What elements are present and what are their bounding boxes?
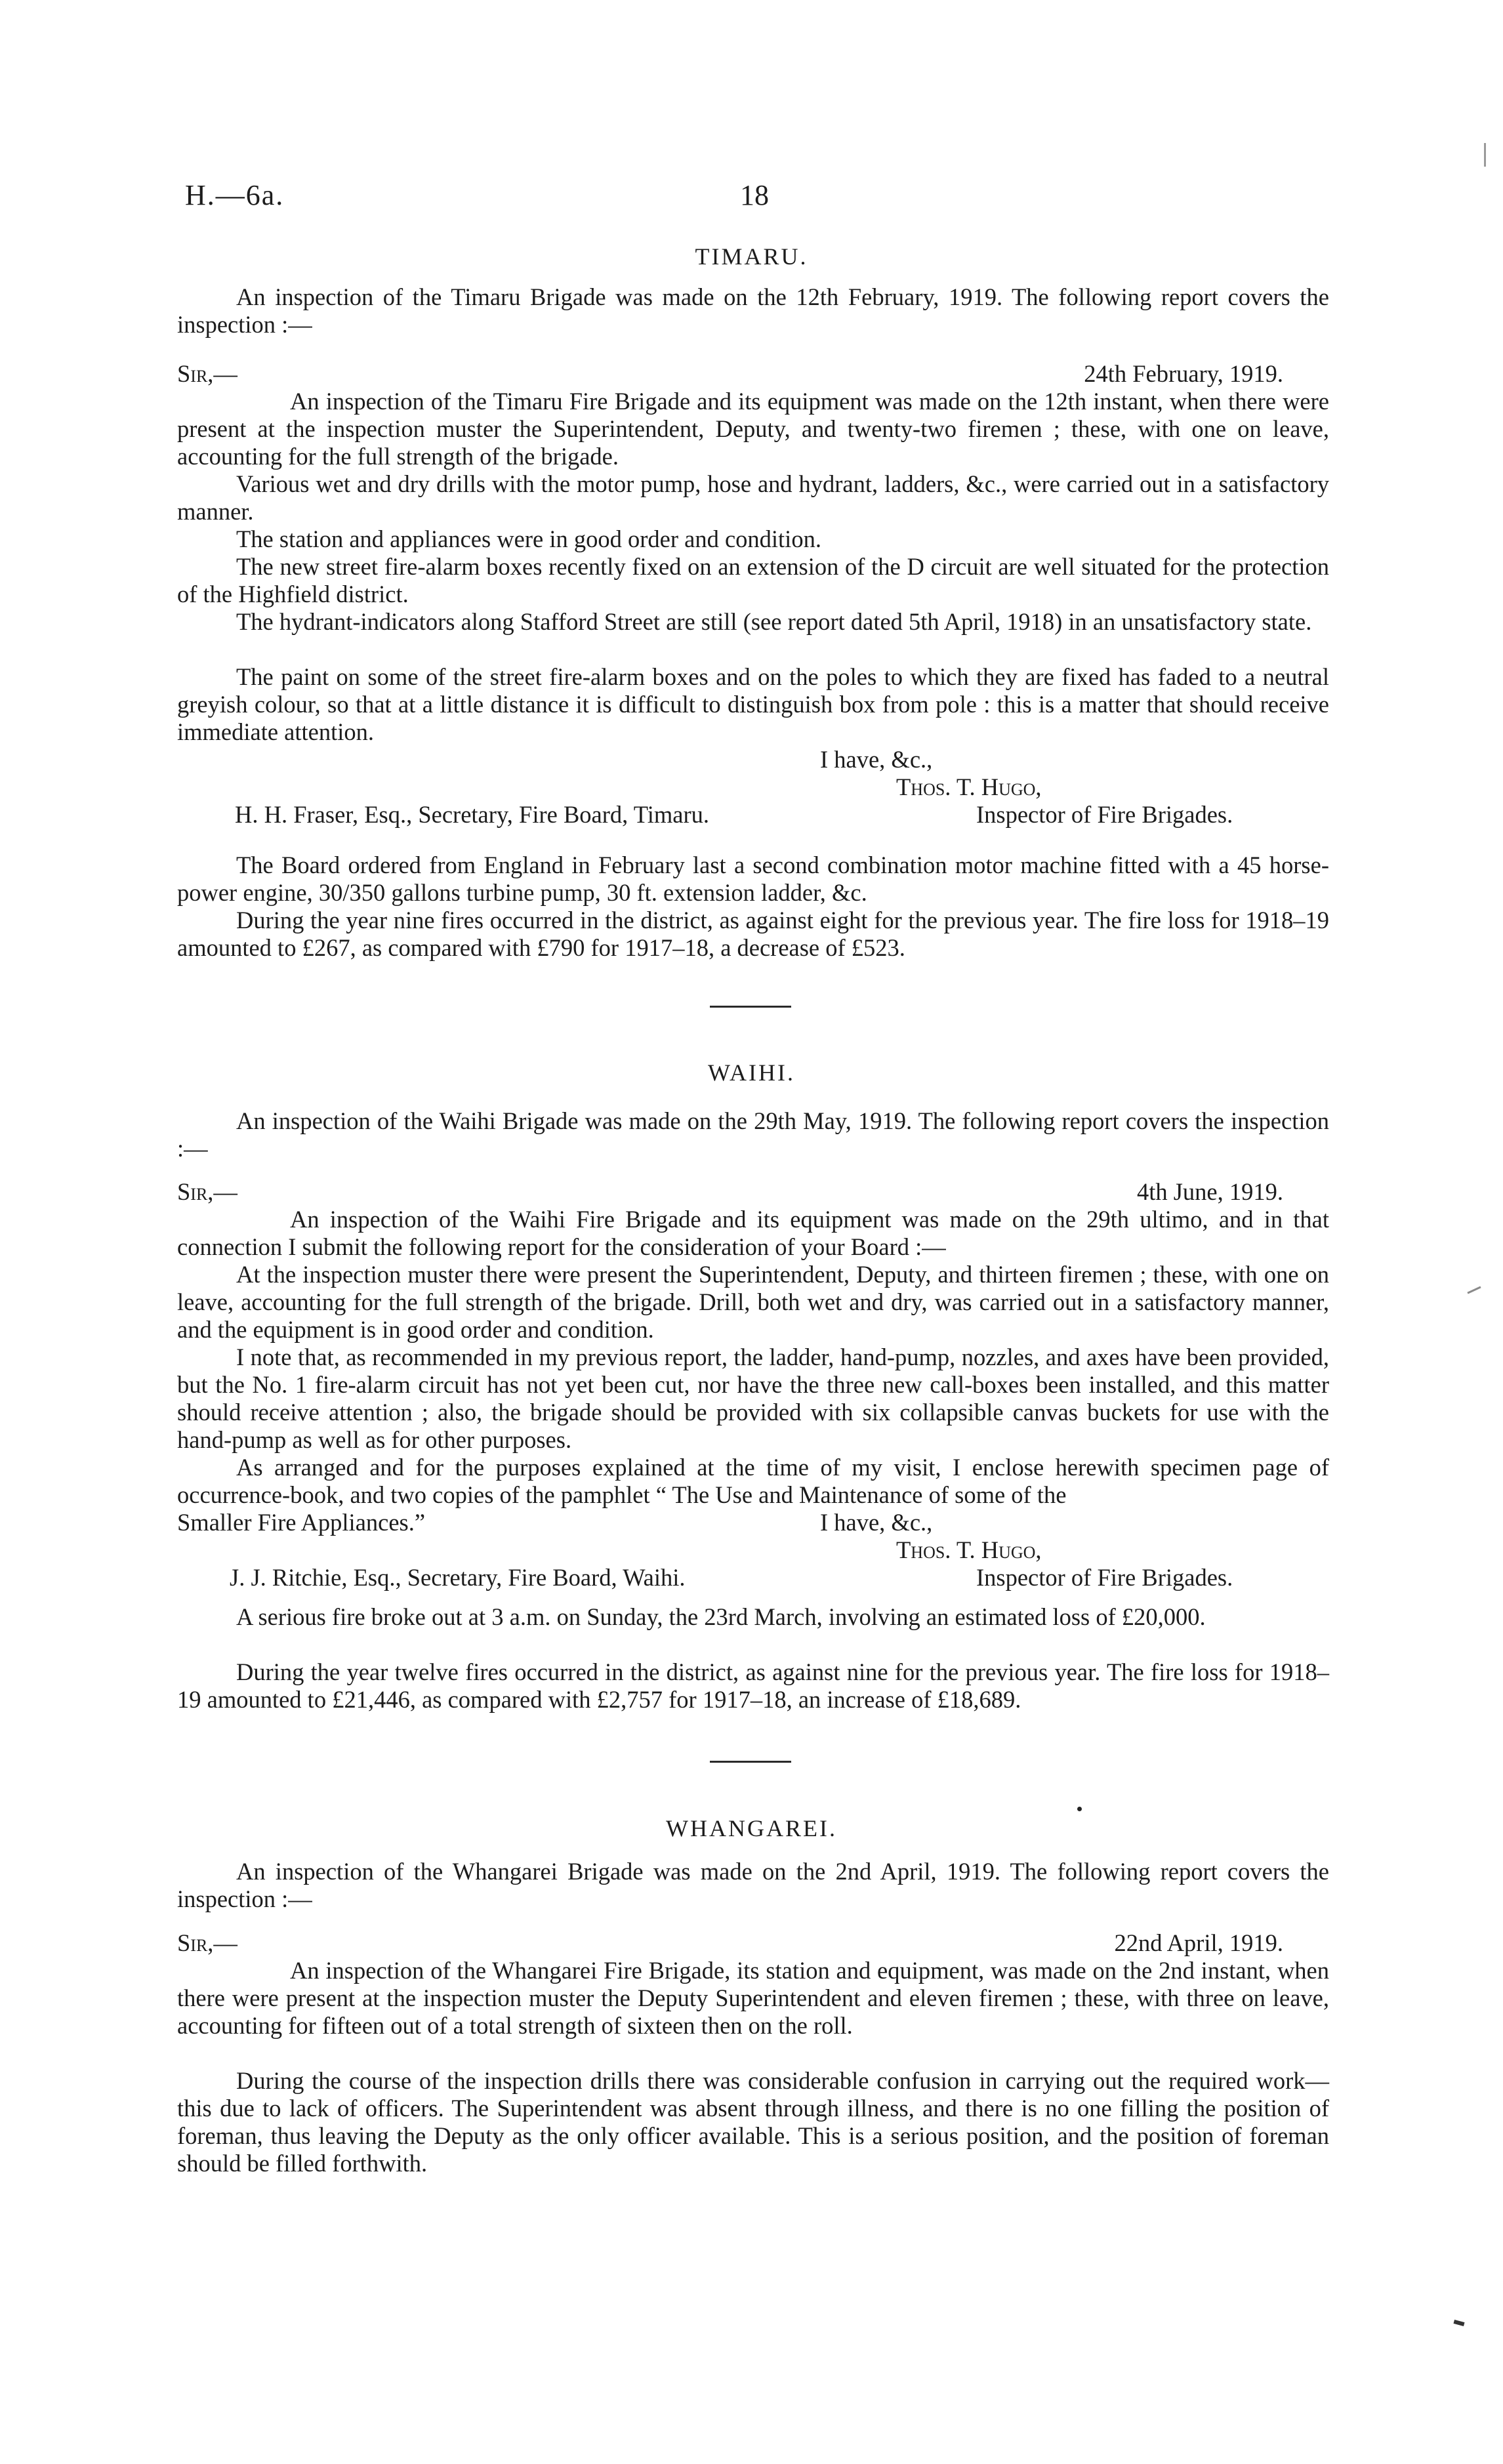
whangarei-intro: An inspection of the Whangarei Brigade was made on the 2nd April, 1919. The following report covers the inspection :— (177, 1858, 1329, 1912)
report-series-code: H.—6a. (185, 179, 285, 211)
timaru-note: During the year nine fires occurred in the district, as against eight for the previous year. The fire loss for 1918–19 amounted to £267, as compared with £790 for 1917–18, a decrease of £523. (177, 907, 1329, 961)
scan-speck (1484, 143, 1486, 167)
page-number: 18 (740, 179, 769, 211)
timaru-paragraph: Various wet and dry drills with the motor pump, hose and hydrant, ladders, &c., were carried out in a satisfactory manner. (177, 470, 1329, 525)
whangarei-salutation: Sir,— (177, 1929, 237, 1956)
waihi-signatory: Thos. T. Hugo, (896, 1536, 1042, 1563)
scan-speck (1077, 1807, 1082, 1811)
waihi-note: During the year twelve fires occurred in the district, as against nine for the previous year. The fire loss for 1918–19 amounted to £21,446, as compared with £2,757 for 1917–18, an increase of £18,689. (177, 1658, 1329, 1713)
timaru-paragraph: The new street fire-alarm boxes recently fixed on an extension of the D circuit are well situated for the protection of the Highfield district. (177, 553, 1329, 607)
waihi-intro: An inspection of the Waihi Brigade was made on the 29th May, 1919. The following report covers the inspection :— (177, 1107, 1329, 1162)
timaru-paragraph: The station and appliances were in good order and condition. (236, 525, 821, 552)
section-divider (710, 1761, 791, 1763)
waihi-paragraph-tail: Smaller Fire Appliances.” (177, 1509, 426, 1536)
waihi-paragraph: An inspection of the Waihi Fire Brigade and its equipment was made on the 29th ultimo, and in that connection I submit the following report for the consideration of your Board :— (177, 1206, 1329, 1260)
section-divider (710, 1006, 791, 1008)
section-heading-waihi: WAIHI. (708, 1059, 795, 1086)
timaru-addressee: H. H. Fraser, Esq., Secretary, Fire Board, Timaru. (235, 801, 710, 828)
waihi-closing: I have, &c., (820, 1509, 933, 1536)
timaru-letter-date: 24th February, 1919. (1084, 360, 1283, 387)
timaru-intro: An inspection of the Timaru Brigade was made on the 12th February, 1919. The following report covers the inspection :— (177, 283, 1329, 338)
waihi-paragraph: I note that, as recommended in my previous report, the ladder, hand-pump, nozzles, and axes have been provided, but the No. 1 fire-alarm circuit has not yet been cut, nor have the three new call-boxes been installed, and this matter should receive attention ; also, the brigade should be provided with six collapsible canvas buckets for use with the hand-pump as well as for other purposes. (177, 1344, 1329, 1453)
waihi-note: A serious fire broke out at 3 a.m. on Sunday, the 23rd March, involving an estimated loss of £20,000. (236, 1603, 1206, 1630)
timaru-closing: I have, &c., (820, 746, 933, 773)
waihi-paragraph: At the inspection muster there were present the Superintendent, Deputy, and thirteen firemen ; these, with one on leave, accounting for the full strength of the brigade. Drill, both wet and dry, was carried out in a satisfactory manner, and the equipment is in good order and condition. (177, 1261, 1329, 1343)
waihi-signatory-title: Inspector of Fire Brigades. (976, 1564, 1233, 1591)
whangarei-letter-date: 22nd April, 1919. (1114, 1929, 1283, 1956)
timaru-salutation: Sir,— (177, 360, 237, 387)
section-heading-timaru: TIMARU. (695, 243, 808, 270)
whangarei-paragraph: During the course of the inspection drills there was considerable confusion in carrying out the required work—this due to lack of officers. The Superintendent was absent through illness, and there is no one filling the position of foreman, thus leaving the Deputy as the only officer available. This is a serious position, and the position of foreman should be filled forthwith. (177, 2067, 1329, 2177)
timaru-paragraph: The hydrant-indicators along Stafford Street are still (see report dated 5th April, 1918) in an unsatisfactory state. (236, 608, 1312, 635)
waihi-salutation: Sir,— (177, 1178, 237, 1205)
whangarei-paragraph: An inspection of the Whangarei Fire Brigade, its station and equipment, was made on the 2nd instant, when there were present at the inspection muster the Deputy Superintendent and eleven firemen ; these, with three on leave, accounting for fifteen out of a total strength of sixteen then on the roll. (177, 1957, 1329, 2039)
timaru-paragraph: The paint on some of the street fire-alarm boxes and on the poles to which they are fixed has faded to a neutral greyish colour, so that at a little distance it is difficult to distinguish box from pole : this is a matter that should receive immediate attention. (177, 663, 1329, 745)
timaru-note: The Board ordered from England in February last a second combination motor machine fitted with a 45 horse-power engine, 30/350 gallons turbine pump, 30 ft. extension ladder, &c. (177, 852, 1329, 906)
scan-speck (1453, 2320, 1464, 2326)
waihi-addressee: J. J. Ritchie, Esq., Secretary, Fire Board, Waihi. (230, 1564, 686, 1591)
timaru-signatory-title: Inspector of Fire Brigades. (976, 801, 1233, 828)
timaru-paragraph: An inspection of the Timaru Fire Brigade and its equipment was made on the 12th instant, when there were present at the inspection muster the Superintendent, Deputy, and twenty-two firemen ; these, with one on leave, accounting for the full strength of the brigade. (177, 388, 1329, 470)
section-heading-whangarei: WHANGAREI. (666, 1815, 837, 1841)
scan-speck (1467, 1286, 1481, 1294)
timaru-signatory: Thos. T. Hugo, (896, 773, 1042, 800)
waihi-paragraph: As arranged and for the purposes explained at the time of my visit, I enclose herewith specimen page of occurrence-book, and two copies of the pamphlet “ The Use and Maintenance of some of the (177, 1454, 1329, 1508)
waihi-letter-date: 4th June, 1919. (1136, 1178, 1283, 1205)
